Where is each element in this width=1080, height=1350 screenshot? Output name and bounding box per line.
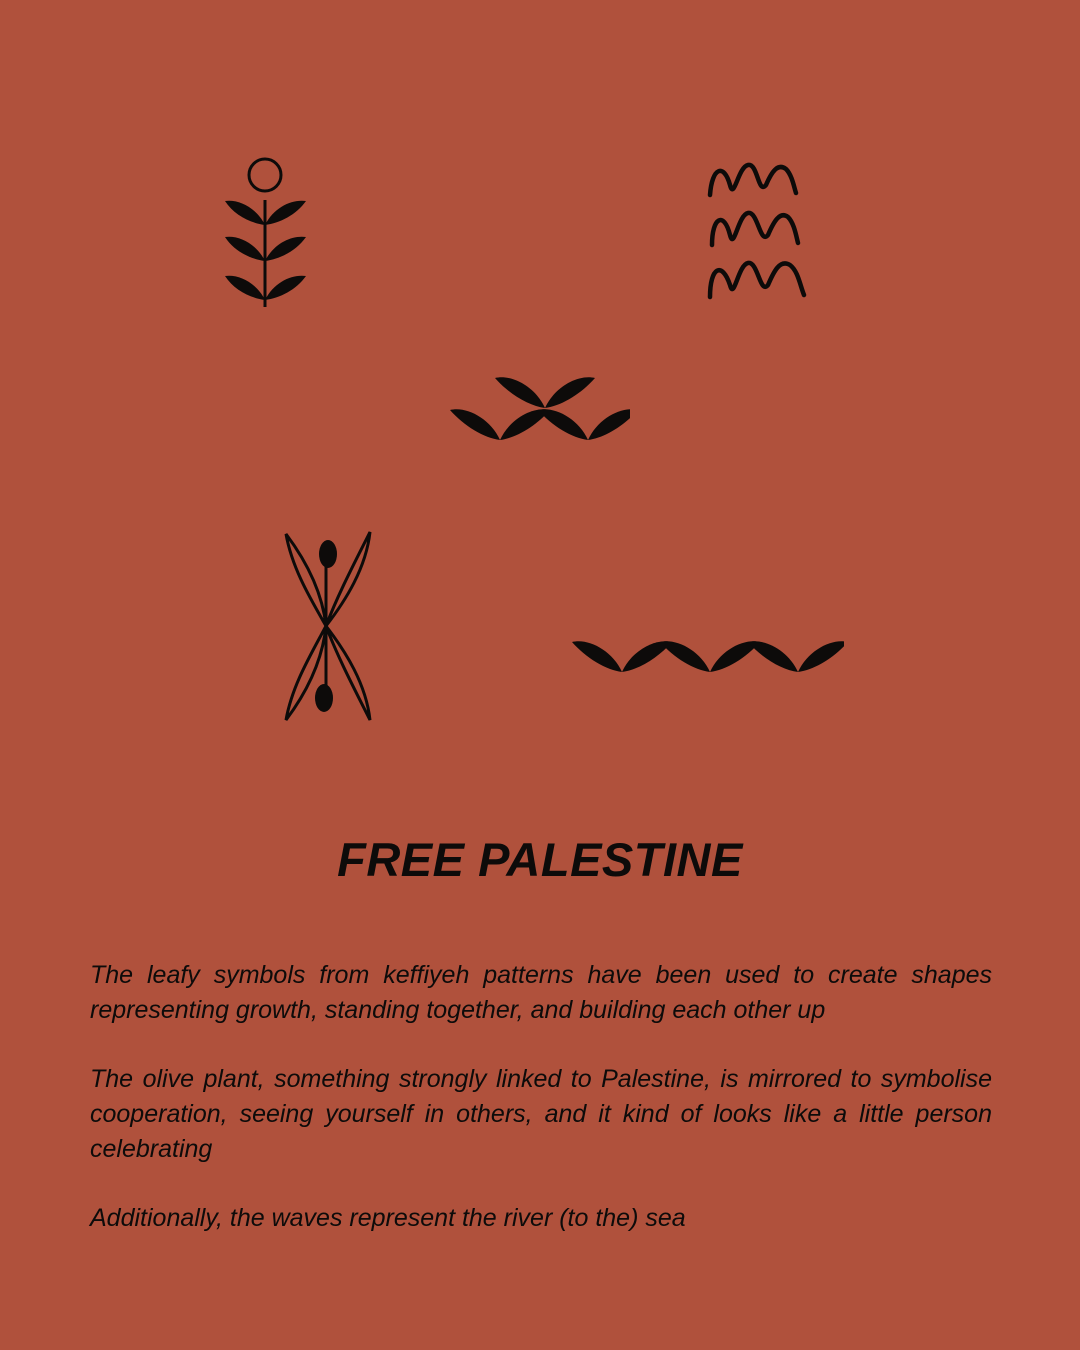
waves-icon [702,155,810,305]
paragraph-olive-plant: The olive plant, something strongly linked to Palestine, is mirrored to symbolise cooperation, seeing yourself in others, and it kind of looks like a little person celebrating [90,1065,992,1163]
page-title: FREE PALESTINE [337,833,743,886]
paragraph-leafy-symbols: The leafy symbols from keffiyeh patterns have been used to create shapes representing growth, standing together, and building each other up [90,961,992,1024]
leaf-row-icon [572,626,844,678]
leaf-pyramid-icon [450,362,630,447]
sprout-icon [220,155,312,310]
mirrored-olive-icon [280,528,376,724]
description [90,958,992,1270]
paragraph-waves: Additionally, the waves represent the river (to the) sea [90,1204,686,1232]
